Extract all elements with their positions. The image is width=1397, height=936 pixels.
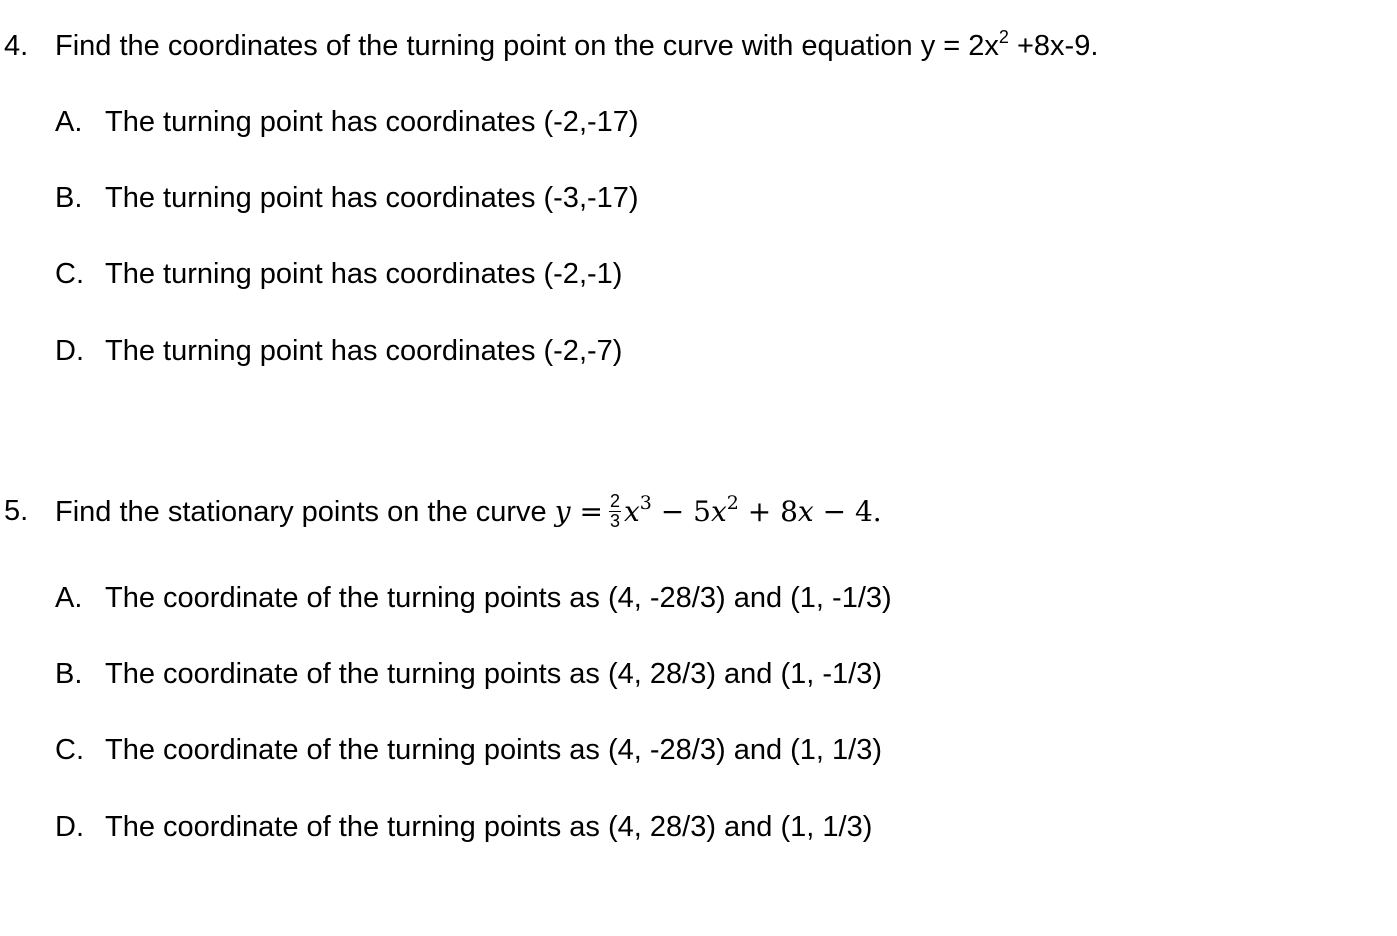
- eq-var: x: [623, 495, 640, 528]
- option-letter: D.: [55, 335, 84, 367]
- prompt-text: Find the stationary points on the curve: [55, 496, 547, 528]
- option-letter: C.: [55, 258, 84, 290]
- option-text: The coordinate of the turning points as (4, 28/3) and (1, 1/3): [105, 811, 873, 843]
- exponent: 2: [998, 27, 1009, 47]
- eq-term: − 4.: [822, 495, 882, 528]
- eq-sign: =: [579, 495, 603, 528]
- option-text: The turning point has coordinates (-3,-17): [105, 182, 639, 214]
- option-letter: C.: [55, 734, 84, 766]
- prompt-text-end: +8x-9.: [1008, 30, 1099, 62]
- fraction: [609, 492, 621, 531]
- option-letter: A.: [55, 582, 83, 614]
- eq-lhs: y: [554, 495, 571, 528]
- option-letter: A.: [55, 106, 83, 138]
- question-prompt: [55, 491, 882, 533]
- option-letter: B.: [55, 658, 83, 690]
- option-letter: D.: [55, 811, 84, 843]
- option-text: The turning point has coordinates (-2,-1): [105, 258, 623, 290]
- fraction-denominator: 3: [609, 511, 620, 531]
- eq-exponent: 2: [726, 492, 739, 514]
- option-text: The coordinate of the turning points as (4, -28/3) and (1, -1/3): [105, 582, 892, 614]
- option-text: The coordinate of the turning points as (4, 28/3) and (1, -1/3): [105, 658, 883, 690]
- option-text: The turning point has coordinates (-2,-17): [105, 106, 639, 138]
- eq-term: + 8: [747, 495, 798, 528]
- eq-var: x: [710, 495, 727, 528]
- option-letter: B.: [55, 182, 83, 214]
- question-number: 4.: [4, 30, 29, 62]
- eq-term: − 5: [660, 495, 711, 528]
- option-text: The turning point has coordinates (-2,-7): [105, 335, 623, 367]
- question-number: 5.: [4, 495, 29, 527]
- eq-exponent: 3: [639, 492, 652, 514]
- question-prompt: [55, 29, 1098, 63]
- equation: [554, 491, 882, 531]
- prompt-text: Find the coordinates of the turning point on the curve with equation y = 2x: [55, 30, 999, 62]
- eq-var: x: [797, 495, 814, 528]
- fraction-numerator: 2: [609, 491, 620, 511]
- option-text: The coordinate of the turning points as (4, -28/3) and (1, 1/3): [105, 734, 883, 766]
